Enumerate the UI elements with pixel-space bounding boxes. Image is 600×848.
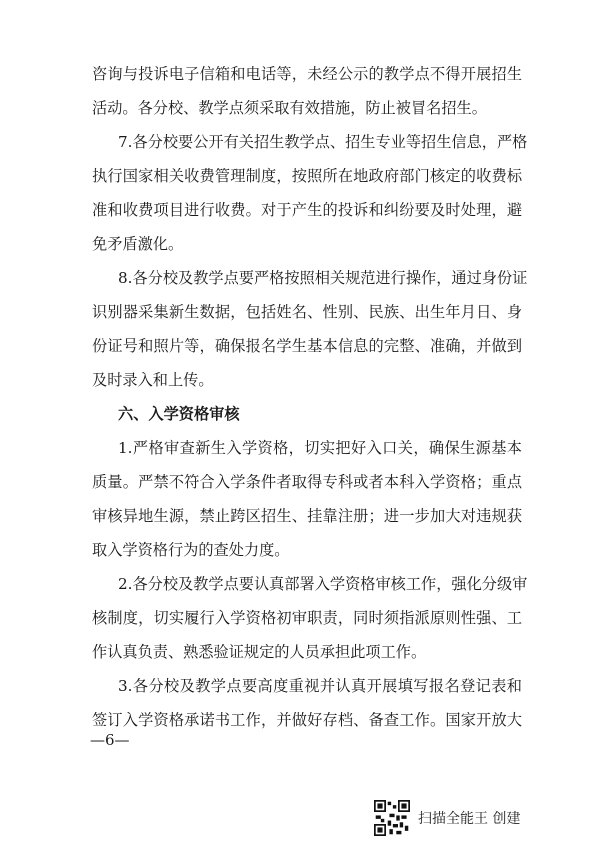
scanner-label: 扫描全能王 创建 [418,811,521,827]
scanner-watermark [374,800,520,836]
section-heading: 六、入学资格审核 [118,405,240,423]
text-line: 8.各分校及教学点要严格按照相关规范进行操作，通过身份证 [118,269,528,287]
text-line: 执行国家相关收费管理制度，按照所在地政府部门核定的收费标 [92,167,522,185]
text-line: 签订入学资格承诺书工作，并做好存档、备查工作。国家开放大 [92,711,522,729]
text-line: 识别器采集新生数据，包括姓名、性别、民族、出生年月日、身 [92,303,522,321]
text-line: 审核异地生源，禁止跨区招生、挂靠注册；进一步加大对违规获 [92,507,522,525]
text-line: 7.各分校要公开有关招生教学点、招生专业等招生信息，严格 [118,133,528,151]
text-line: 3.各分校及教学点要高度重视并认真开展填写报名登记表和 [118,677,522,695]
text-line: 免矛盾激化。 [92,235,184,253]
text-line: 2.各分校及教学点要认真部署入学资格审核工作，强化分级审 [118,575,528,593]
text-line: 准和收费项目进行收费。对于产生的投诉和纠纷要及时处理，避 [92,201,522,219]
text-line: 取入学资格行为的查处力度。 [92,541,290,559]
text-line: 咨询与投诉电子信箱和电话等，未经公示的教学点不得开展招生 [92,65,522,83]
text-line: 及时录入和上传。 [92,371,214,389]
text-line: 份证号和照片等，确保报名学生基本信息的完整、准确，并做到 [92,337,522,355]
page-number: —6— [90,731,130,749]
text-line: 活动。各分校、教学点须采取有效措施，防止被冒名招生。 [92,99,487,117]
qr-code-icon [374,800,410,836]
text-line: 1.严格审查新生入学资格，切实把好入口关，确保生源基本 [118,439,522,457]
text-line: 作认真负责、熟悉验证规定的人员承担此项工作。 [92,643,427,661]
text-line: 核制度，切实履行入学资格初审职责，同时须指派原则性强、工 [92,609,522,627]
text-line: 质量。严禁不符合入学条件者取得专科或者本科入学资格；重点 [92,473,522,491]
